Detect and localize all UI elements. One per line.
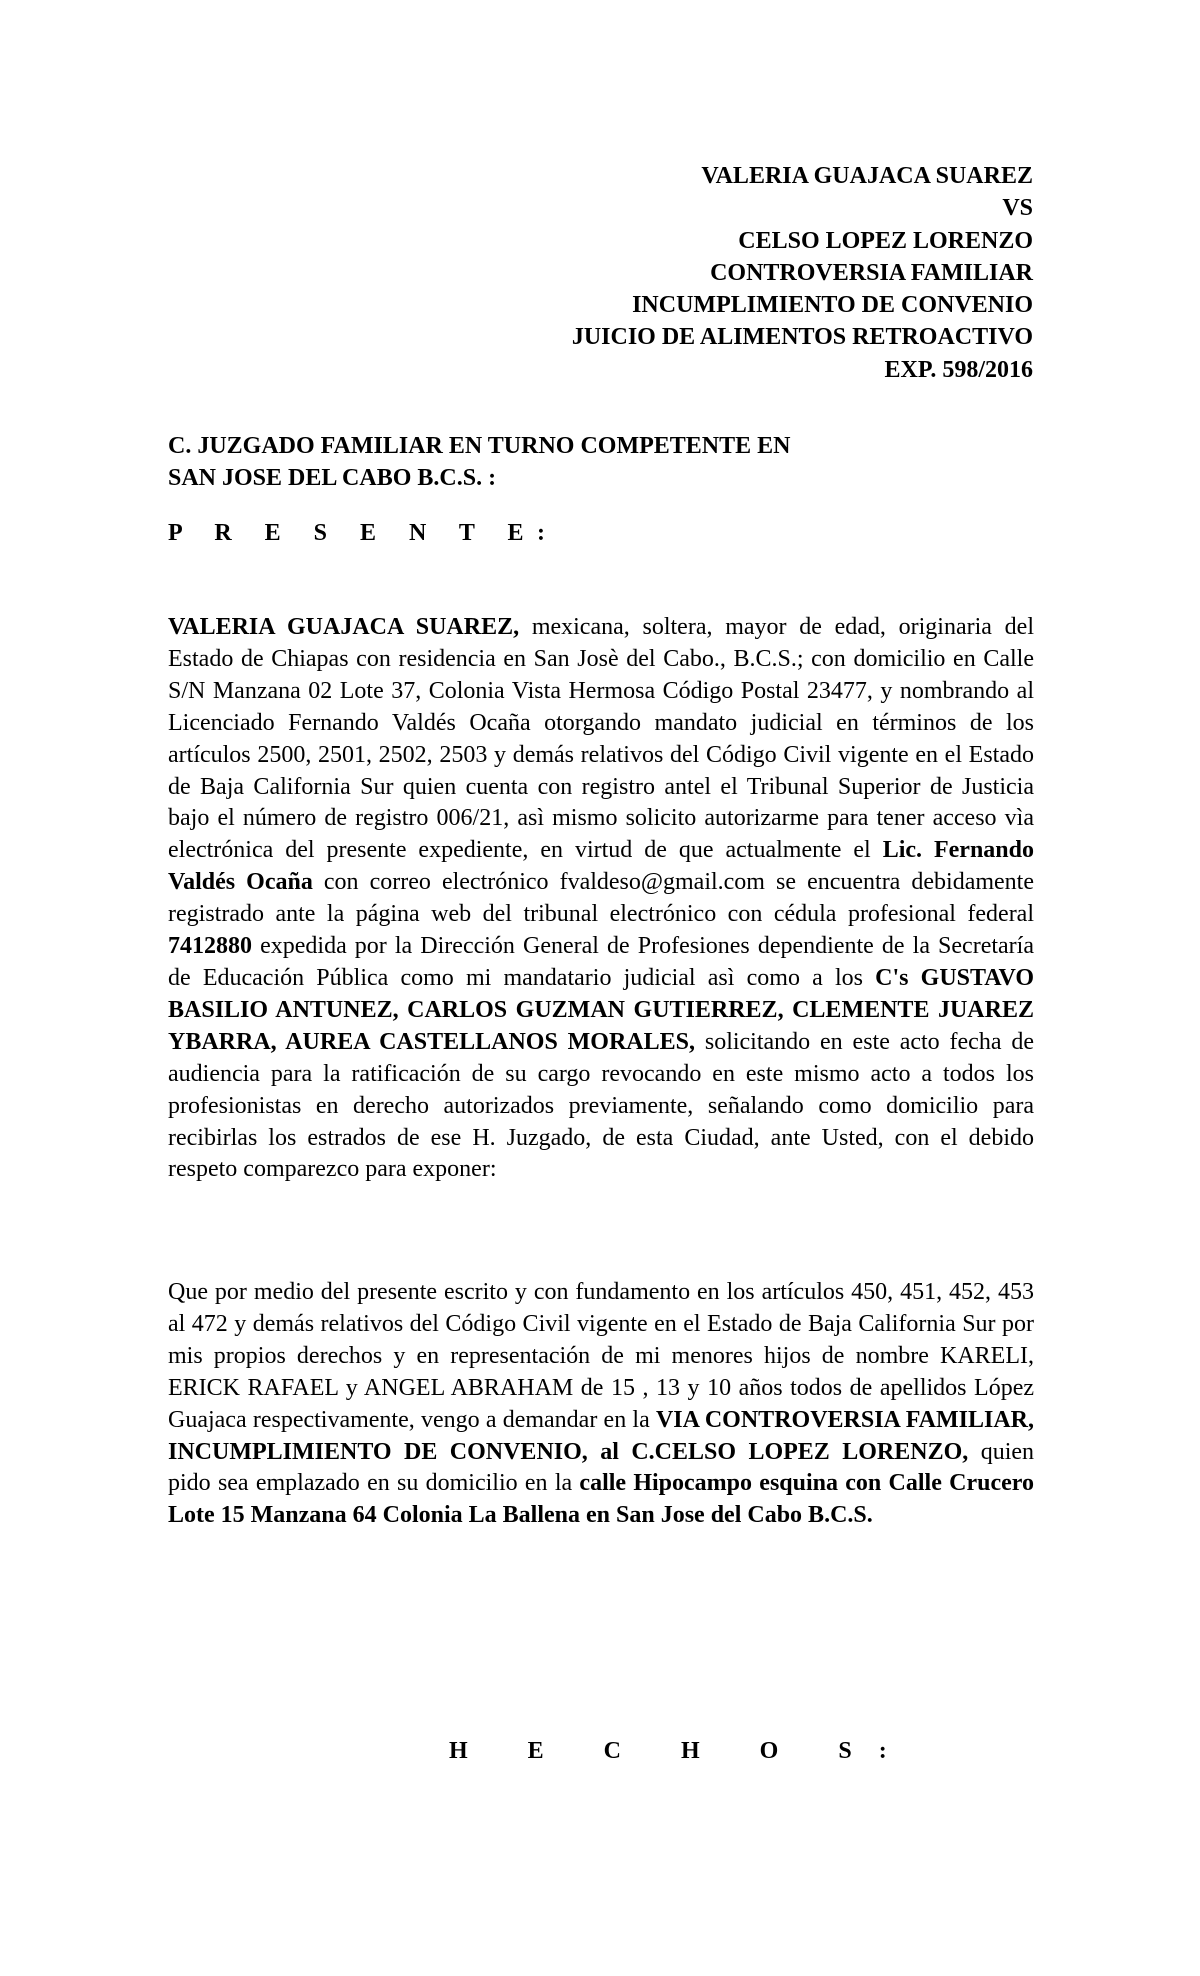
header-line-demandado: CELSO LOPEZ LORENZO bbox=[738, 227, 1033, 254]
paragraph-comparecencia bbox=[168, 612, 1034, 1186]
addressee-line-1: C. JUZGADO FAMILIAR EN TURNO COMPETENTE EN bbox=[168, 433, 791, 459]
promovente-name: VALERIA GUAJACA SUAREZ, bbox=[168, 614, 520, 640]
authorized-persons: C's GUSTAVO BASILIO ANTUNEZ, CARLOS GUZMAN GUTIERREZ, CLEMENTE JUAREZ YBARRA, AUREA CASTELLANOS MORALES, bbox=[168, 964, 1035, 1055]
paragraph1-text-c: expedida por la Dirección General de Profesiones dependiente de la Secretaría de Educación Pública como mi mandatario judicial asì como a los bbox=[168, 933, 1034, 991]
header-line-materia: CONTROVERSIA FAMILIAR bbox=[710, 259, 1033, 286]
header-line-expediente: EXP. 598/2016 bbox=[884, 356, 1033, 383]
paragraph2-text-a: Que por medio del presente escrito y con fundamento en los artículos 450, 451, 452, 453 al 472 y demás relativos del Código Civil vigente en el Estado de Baja California Sur por mis propios derechos y en representación de mi menores hijos de nombre KARELI, ERICK RAFAEL y ANGEL ABRAHAM de 15 , 13 y 10 años todos de apellidos López Guajaca respectivamente, vengo a demandar en la bbox=[168, 1279, 1034, 1433]
paragraph1-text-d: solicitando en este acto fecha de audiencia para la ratificación de su cargo revocando en este mismo acto a todos los profesionistas en derecho autorizados previamente, señalando como domicilio para recibirlas los estrados de ese H. Juzgado, de esta Ciudad, ante Usted, con el debido respeto comparezco para exponer: bbox=[168, 1028, 1034, 1183]
word-al: al bbox=[600, 1438, 619, 1465]
lawyer-name: Lic. Fernando Valdés Ocaña bbox=[168, 837, 1034, 896]
header-line-actor: VALERIA GUAJACA SUAREZ bbox=[701, 163, 1033, 189]
paragraph1-text-a: mexicana, soltera, mayor de edad, originaria del Estado de Chiapas con residencia en San Josè del Cabo., B.C.S.; con domicilio en Calle S/N Manzana 02 Lote 37, Colonia Vista Hermosa Código Postal 23477, y nombrando al Licenciado Fernando Valdés Ocaña otorgando mandato judicial en términos de los artículos 2500, 2501, 2502, 2503 y demás relativos del Código Civil vigente en el Estado de Baja California Sur quien cuenta con registro antel el Tribunal Superior de Justicia bajo el número de registro 006/21, asì mismo solicito autorizarme para tener acceso vìa electrónica del presente expediente, en virtud de que actualmente el bbox=[168, 614, 1034, 864]
greeting: P R E S E N T E: bbox=[168, 520, 559, 546]
via-procesal: VIA CONTROVERSIA FAMILIAR, INCUMPLIMIENTO DE CONVENIO, bbox=[168, 1406, 1034, 1465]
paragraph1-text-b: con correo electrónico fvaldeso@gmail.com se encuentra debidamente registrado ante la página web del tribunal electrónico con cédula profesional federal bbox=[168, 869, 1034, 928]
case-header bbox=[572, 160, 1033, 386]
addressee-line-2: SAN JOSE DEL CABO B.C.S. : bbox=[168, 465, 497, 491]
header-line-vs: VS bbox=[1002, 195, 1033, 222]
paragraph2-text-b bbox=[588, 1439, 600, 1465]
addressee-block bbox=[168, 430, 928, 494]
cedula-number: 7412880 bbox=[168, 933, 252, 960]
paragraph-demanda bbox=[168, 1277, 1034, 1532]
header-line-juicio: JUICIO DE ALIMENTOS RETROACTIVO bbox=[571, 324, 1033, 351]
header-line-incumplimiento: INCUMPLIMIENTO DE CONVENIO bbox=[632, 292, 1033, 319]
paragraph2-text-d: quien pido sea emplazado en su domicilio en la bbox=[168, 1438, 1035, 1497]
demandado-domicilio: calle Hipocampo esquina con Calle Crucero Lote 15 Manzana 64 Colonia La Ballena en San Jose del Cabo B.C.S. bbox=[168, 1470, 1034, 1529]
section-title-hechos: H E C H O S: bbox=[449, 1738, 914, 1764]
paragraph2-text-c bbox=[619, 1439, 631, 1465]
demandado-name: C.CELSO LOPEZ LORENZO, bbox=[631, 1438, 969, 1465]
